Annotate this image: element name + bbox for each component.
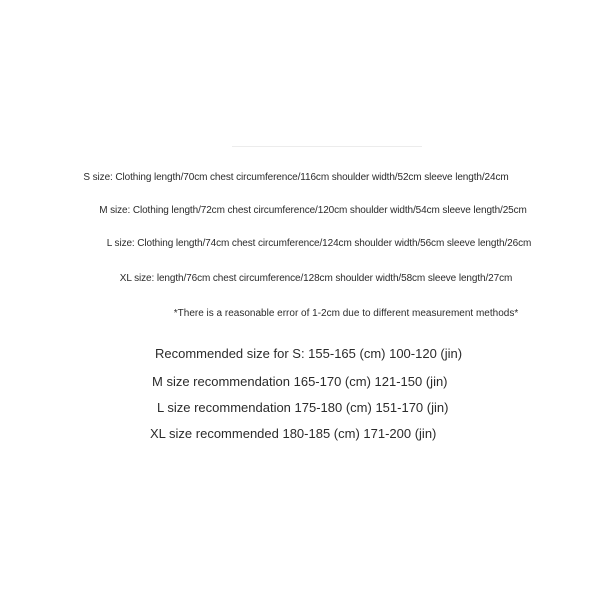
- measurement-row-s: S size: Clothing length/70cm chest circumference/116cm shoulder width/52cm sleeve length/24cm: [83, 172, 509, 183]
- measurement-row-l: L size: Clothing length/74cm chest circumference/124cm shoulder width/56cm sleeve length/26cm: [106, 238, 532, 249]
- recommendation-xl: XL size recommended 180-185 (cm) 171-200 (jin): [150, 426, 437, 441]
- measurement-row-m: M size: Clothing length/72cm chest circumference/120cm shoulder width/54cm sleeve length/25cm: [99, 205, 527, 216]
- recommendation-l: L size recommendation 175-180 (cm) 151-170 (jin): [157, 400, 449, 415]
- measurement-row-xl: XL size: length/76cm chest circumference/128cm shoulder width/58cm sleeve length/27cm: [119, 273, 513, 284]
- measurement-error-note: *There is a reasonable error of 1-2cm due to different measurement methods*: [173, 308, 519, 319]
- recommendation-m: M size recommendation 165-170 (cm) 121-150 (jin): [152, 374, 448, 389]
- recommendation-s: Recommended size for S: 155-165 (cm) 100-120 (jin): [155, 346, 463, 361]
- divider-line: [232, 146, 422, 147]
